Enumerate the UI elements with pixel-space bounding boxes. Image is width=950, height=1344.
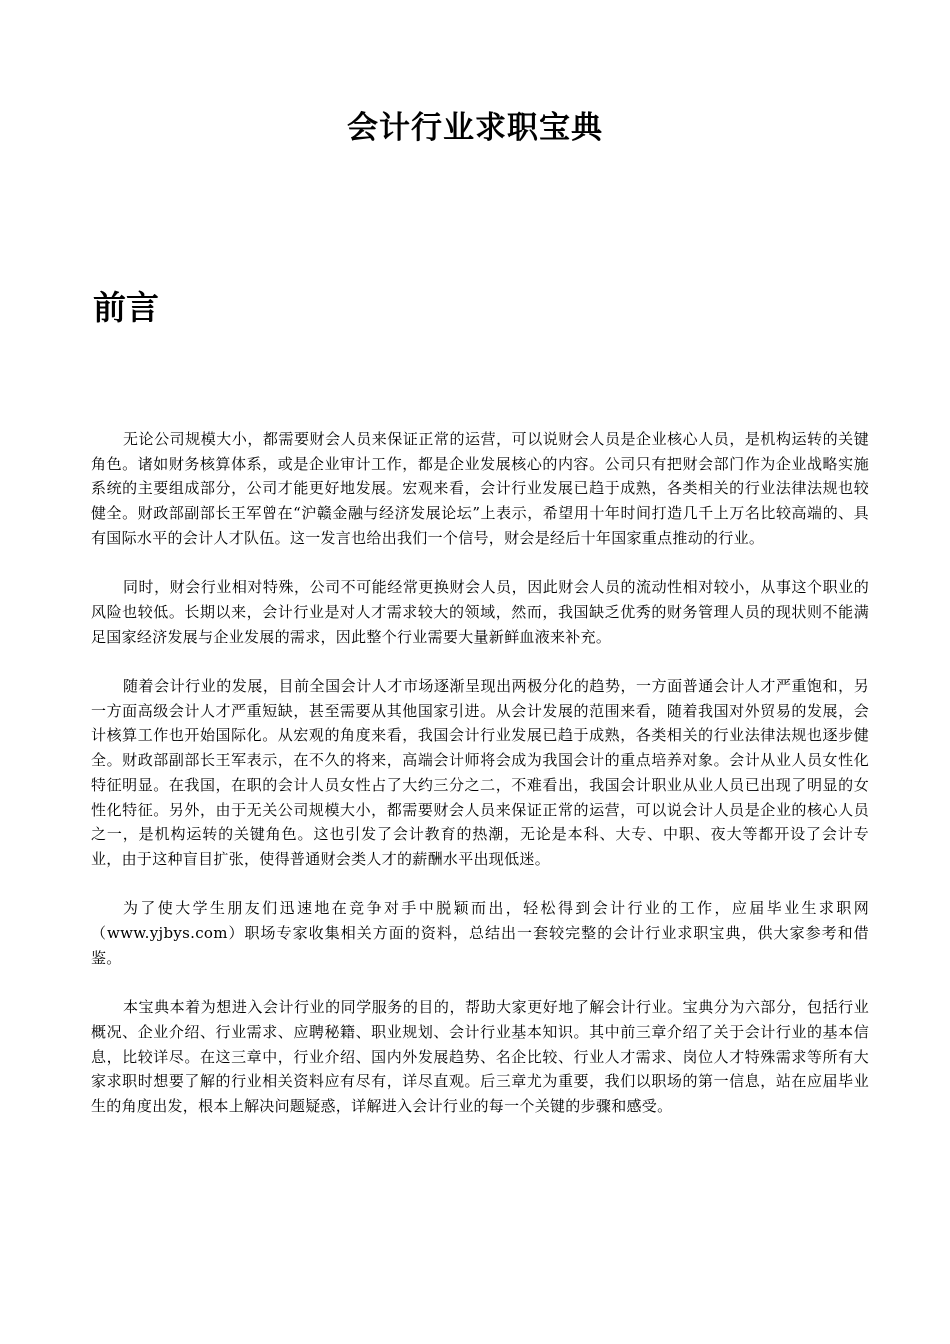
paragraph-3: 随着会计行业的发展，目前全国会计人才市场逐渐呈现出两极分化的趋势，一方面普通会计人才严重饱和，另一方面高级会计人才严重短缺，甚至需要从其他国家引进。从会计发展的范围来看，随着我国对外贸易的发展，会计核算工作也开始国际化。从宏观的角度来看，我国会计行业发展已趋于成熟，各类相关的行业法律法规也逐步健全。财政部副部长王军表示，在不久的将来，高端会计师将会成为我国会计的重点培养对象。会计从业人员女性化特征明显。在我国，在职的会计人员女性占了大约三分之二，不难看出，我国会计职业从业人员已出现了明显的女性化特征。另外，由于无关公司规模大小，都需要财会人员来保证正常的运营，可以说会计人员是企业的核心人员之一，是机构运转的关键角色。这也引发了会计教育的热潮，无论是本科、大专、中职、夜大等都开设了会计专业，由于这种盲目扩张，使得普通财会类人才的薪酬水平出现低迷。 [91, 677, 869, 868]
body-text [91, 427, 869, 1143]
paragraph-1: 无论公司规模大小，都需要财会人员来保证正常的运营，可以说财会人员是企业核心人员，是机构运转的关键角色。诸如财务核算体系，或是企业审计工作，都是企业发展核心的内容。公司只有把财会部门作为企业战略实施系统的主要组成部分，公司才能更好地发展。宏观来看，会计行业发展已趋于成熟，各类相关的行业法律法规也较健全。财政部副部长王军曾在“沪赣金融与经济发展论坛”上表示，希望用十年时间打造几千上万名比较高端的、具有国际水平的会计人才队伍。这一发言也给出我们一个信号，财会是经后十年国家重点推动的行业。 [91, 430, 869, 547]
paragraph-2: 同时，财会行业相对特殊，公司不可能经常更换财会人员，因此财会人员的流动性相对较小，从事这个职业的风险也较低。长期以来，会计行业是对人才需求较大的领域，然而，我国缺乏优秀的财务管理人员的现状则不能满足国家经济发展与企业发展的需求，因此整个行业需要大量新鲜血液来补充。 [91, 578, 869, 646]
document-title: 会计行业求职宝典 [347, 110, 603, 146]
section-heading-preface: 前言 [93, 288, 159, 327]
paragraph-5: 本宝典本着为想进入会计行业的同学服务的目的，帮助大家更好地了解会计行业。宝典分为六部分，包括行业概况、企业介绍、行业需求、应聘秘籍、职业规划、会计行业基本知识。其中前三章介绍了关于会计行业的基本信息，比较详尽。在这三章中，行业介绍、国内外发展趋势、名企比较、行业人才需求、岗位人才特殊需求等所有大家求职时想要了解的行业相关资料应有尽有，详尽直观。后三章尤为重要，我们以职场的第一信息，站在应届毕业生的角度出发，根本上解决问题疑惑，详解进入会计行业的每一个关键的步骤和感受。 [91, 998, 869, 1115]
paragraph-4: 为了使大学生朋友们迅速地在竞争对手中脱颖而出，轻松得到会计行业的工作，应届毕业生求职网（www.yjbys.com）职场专家收集相关方面的资料，总结出一套较完整的会计行业求职宝典，供大家参考和借鉴。 [91, 899, 869, 967]
